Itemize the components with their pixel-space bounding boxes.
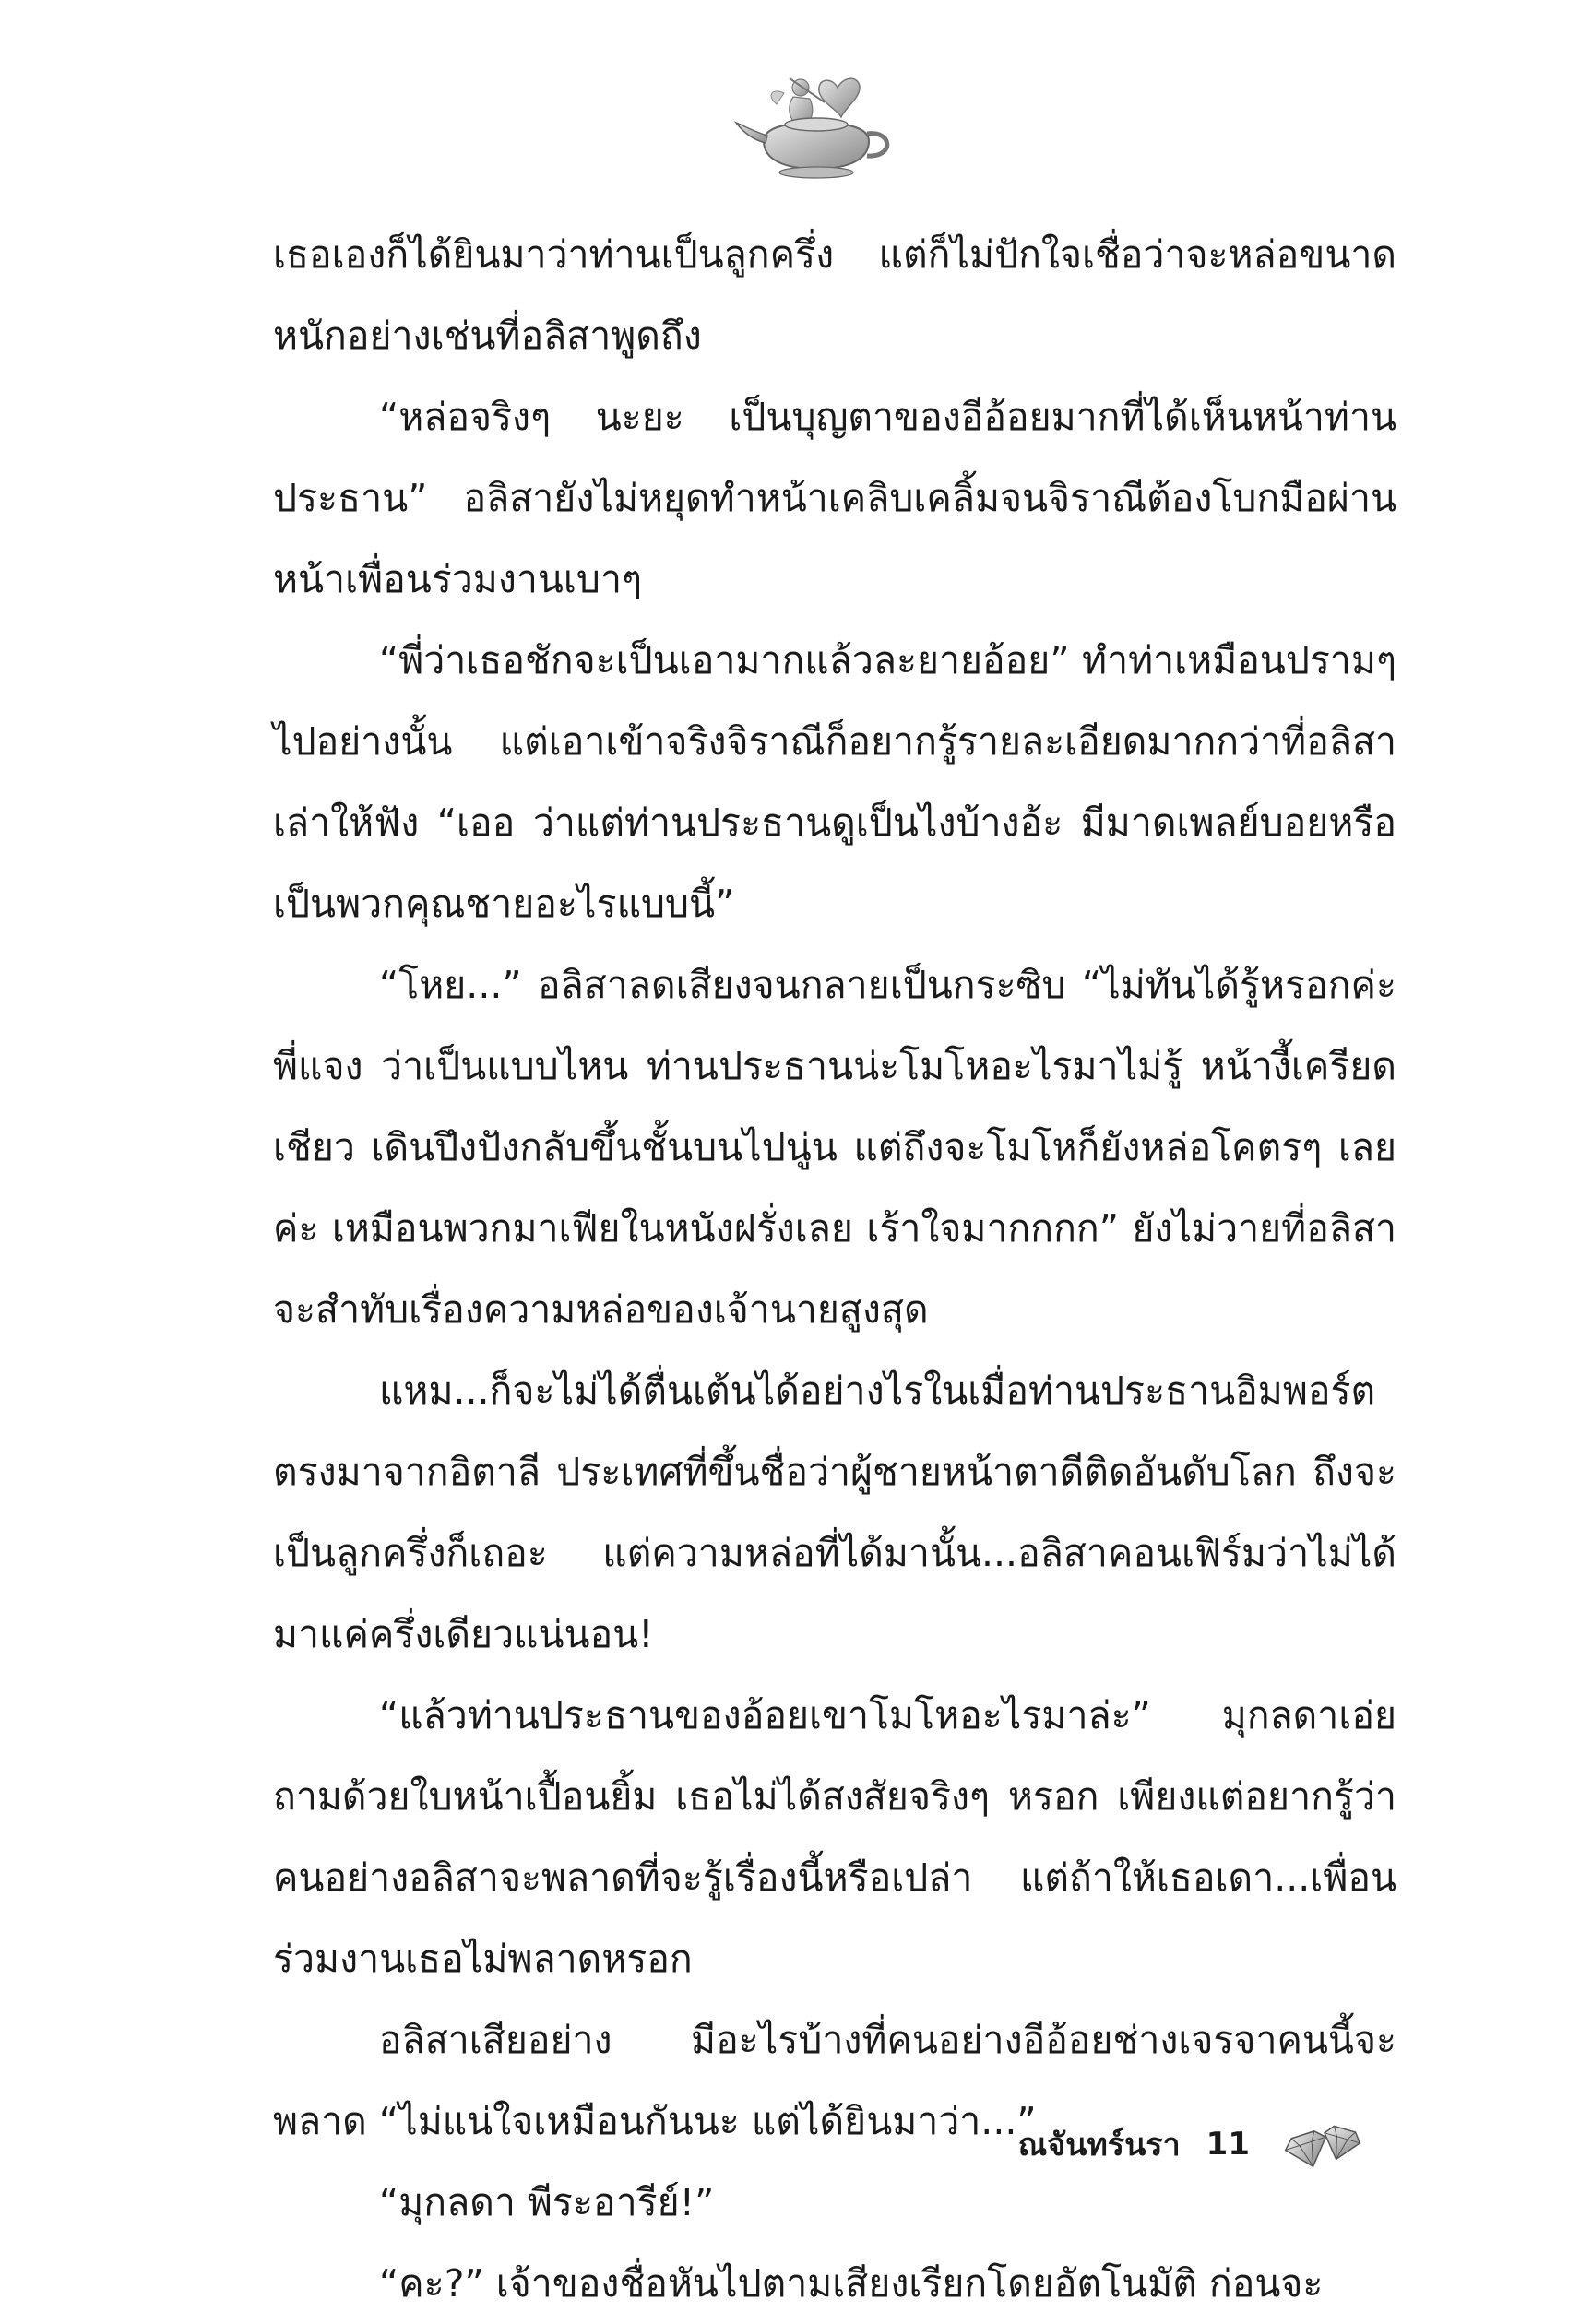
paragraph: “โหย...” อลิสาลดเสียงจนกลายเป็นกระซิบ “ไม่ทันได้รู้หรอกค่ะพี่แจง ว่าเป็นแบบไหน ท่านประธานน่ะโมโหอะไรมาไม่รู้ หน้างี้เครียดเชียว เดินปึงปังกลับขึ้นชั้นบนไปนู่น แต่ถึงจะโมโหก็ยังหล่อโคตรๆ เลยค่ะ เหมือนพวกมาเฟียในหนังฝรั่งเลย เร้าใจมากกกก” ยังไม่วายที่อลิสาจะสำทับเรื่องความหล่อของเจ้านายสูงสุด — [273, 963, 1396, 1332]
paragraph: อลิสาเสียอย่าง มีอะไรบ้างที่คนอย่างอีอ้อยช่างเจรจาคนนี้จะพลาด “ไม่แน่ใจเหมือนกันนะ แต่ได้ยินมาว่า...” — [273, 2018, 1396, 2143]
paragraph: “มุกลดา พีระอารีย์!” — [379, 2180, 715, 2224]
page-number: 11 — [1206, 2126, 1250, 2163]
paragraph: “หล่อจริงๆ นะยะ เป็นบุญตาของอีอ้อยมากที่ได้เห็นหน้าท่านประธาน” อลิสายังไม่หยุดทำหน้าเคลิบเคลิ้มจนจิราณีต้องโบกมือผ่านหน้าเพื่อนร่วมงานเบาๆ — [273, 395, 1396, 601]
diamonds-icon — [1276, 2112, 1368, 2176]
footer-author: ณจันทร์นรา — [1017, 2127, 1181, 2164]
paragraph: “แล้วท่านประธานของอ้อยเขาโมโหอะไรมาล่ะ” มุกลดาเอ่ยถามด้วยใบหน้าเปื้อนยิ้ม เธอไม่ได้สงสัยจริงๆ หรอก เพียงแต่อยากรู้ว่าคนอย่างอลิสาจะพลาดที่จะรู้เรื่องนี้หรือเปล่า แต่ถ้าให้เธอเดา...เพื่อนร่วมงานเธอไม่พลาดหรอก — [273, 1693, 1396, 1981]
body-text — [273, 214, 1396, 2324]
page-footer — [1018, 2112, 1368, 2176]
paragraph: “คะ?” เจ้าของชื่อหันไปตามเสียงเรียกโดยอัตโนมัติ ก่อนจะ — [379, 2261, 1324, 2306]
paragraph: แหม...ก็จะไม่ได้ตื่นเต้นได้อย่างไรในเมื่อท่านประธานอิมพอร์ตตรงมาจากอิตาลี ประเทศที่ขึ้นชื่อว่าผู้ชายหน้าตาดีติดอันดับโลก ถึงจะเป็นลูกครึ่งก็เถอะ แต่ความหล่อที่ได้มานั้น...อลิสาคอนเฟิร์มว่าไม่ได้มาแค่ครึ่งเดียวแน่นอน! — [273, 1369, 1396, 1656]
paragraph: เธอเองก็ได้ยินมาว่าท่านเป็นลูกครึ่ง แต่ก็ไม่ปักใจเชื่อว่าจะหล่อขนาดหนักอย่างเช่นที่อลิสาพูดถึง — [273, 232, 1396, 358]
teapot-cupid-ornament-icon — [729, 51, 904, 189]
paragraph: “พี่ว่าเธอชักจะเป็นเอามากแล้วละยายอ้อย” ทำท่าเหมือนปรามๆ ไปอย่างนั้น แต่เอาเข้าจริงจิราณีก็อยากรู้รายละเอียดมากกว่าที่อลิสาเล่าให้ฟัง “เออ ว่าแต่ท่านประธานดูเป็นไงบ้างอ้ะ มีมาดเพลย์บอยหรือเป็นพวกคุณชายอะไรแบบนี้” — [273, 638, 1396, 926]
